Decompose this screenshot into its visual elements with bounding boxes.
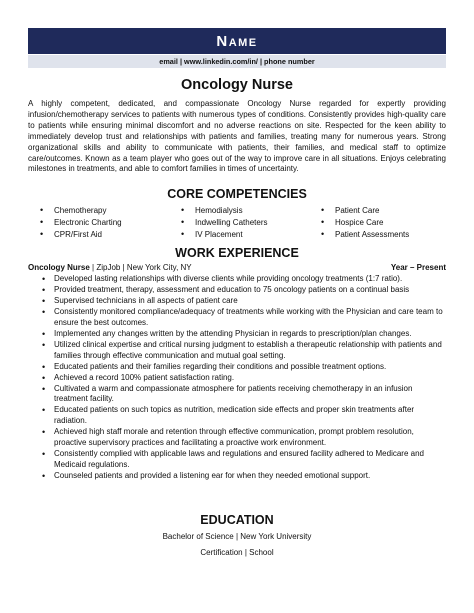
duty-item: • Supervised technicians in all aspects of patient care: [28, 296, 446, 307]
education-certification: Certification | School: [200, 548, 274, 557]
duty-item: • Educated patients on such topics as nutrition, medication side effects and proper skin treatments after radiation.: [28, 405, 446, 427]
competency-item: • Electronic Charting: [40, 217, 122, 229]
competency-item: • Hospice Care: [321, 217, 409, 229]
competency-item: • CPR/First Aid: [40, 229, 122, 241]
competencies-column-3: [321, 205, 409, 241]
duty-item: • Cultivated a warm and compassionate atmosphere for patients receiving chemotherapy in an infusion treatment facility.: [28, 384, 446, 406]
duty-item: • Consistently monitored compliance/adequacy of treatments while working with the Physician and care team to ensure the best outcomes.: [28, 307, 446, 329]
name-initial: N: [216, 32, 229, 50]
job-header: [28, 263, 446, 272]
job-dates: Year – Present: [390, 263, 446, 272]
education-degree: Bachelor of Science | New York University: [162, 532, 312, 541]
duty-item: • Consistently complied with applicable laws and regulations and ensured facility adhered to Medicare and Medicaid regulations.: [28, 449, 446, 471]
competency-item: • Patient Care: [321, 205, 409, 217]
contact-info: email | www.linkedin.com/in/ | phone number: [159, 57, 315, 66]
duty-item: • Implemented any changes written by the attending Physician in regards to prescription/plan changes.: [28, 329, 446, 340]
competencies-heading: CORE COMPETENCIES: [167, 187, 307, 201]
job-company: ZipJob: [96, 263, 121, 272]
competency-item: • Indwelling Catheters: [181, 217, 267, 229]
duty-item: • Achieved high staff morale and retention through effective communication, prompt problem resolution, proactive supervisory practices and facilitating a proactive work environment.: [28, 427, 446, 449]
job-separator: |: [89, 263, 97, 272]
duty-item: • Educated patients and their families regarding their conditions and possible treatment options.: [28, 362, 446, 373]
job-separator: |: [120, 263, 127, 272]
duty-item: • Achieved a record 100% patient satisfaction rating.: [28, 373, 446, 384]
education-heading: EDUCATION: [200, 513, 274, 527]
name-banner: [28, 28, 446, 54]
duty-item: • Provided treatment, therapy, assessment and education to 75 oncology patients on a continual basis: [28, 285, 446, 296]
contact-bar: [28, 55, 446, 68]
summary-paragraph: A highly competent, dedicated, and compassionate Oncology Nurse regarded for expertly providing infusion/chemotherapy services to patients with numerous types of conditions. Consistently provides high-quality care to patients while ensuring minimal discomfort and no adverse reactions on site. Respected for the keen ability to immediately develop trust and relationships with patients and families, treating many for numerous years. Strong organizational skills and ability to communicate with patients, their families, and medical staff to optimize care/outcomes. Known as a team player who goes out of the way to improve care in all situations. Enjoys celebrating milestones in treatments, and able to comfort families in times of uncertainty.: [28, 99, 446, 174]
name-rest: ame: [228, 32, 258, 50]
job-role: Oncology Nurse: [28, 263, 90, 272]
duty-item: • Developed lasting relationships with diverse clients while providing oncology treatments (1:7 ratio).: [28, 274, 446, 285]
competency-item: • Hemodialysis: [181, 205, 267, 217]
duty-item: • Counseled patients and provided a listening ear for when they needed emotional support.: [28, 471, 446, 482]
job-info: [28, 263, 192, 272]
job-location: New York City, NY: [126, 263, 192, 272]
competencies-column-1: [40, 205, 122, 241]
job-duties-list: [28, 274, 446, 482]
resume-title: Oncology Nurse: [181, 77, 293, 93]
competency-item: • Patient Assessments: [321, 229, 409, 241]
experience-heading: WORK EXPERIENCE: [175, 246, 299, 260]
competency-item: • Chemotherapy: [40, 205, 122, 217]
competency-item: • IV Placement: [181, 229, 267, 241]
duty-item: • Utilized clinical expertise and critical nursing judgment to establish a therapeutic relationship with patients and families through effective communication and mutual goal setting.: [28, 340, 446, 362]
competencies-column-2: [181, 205, 267, 241]
